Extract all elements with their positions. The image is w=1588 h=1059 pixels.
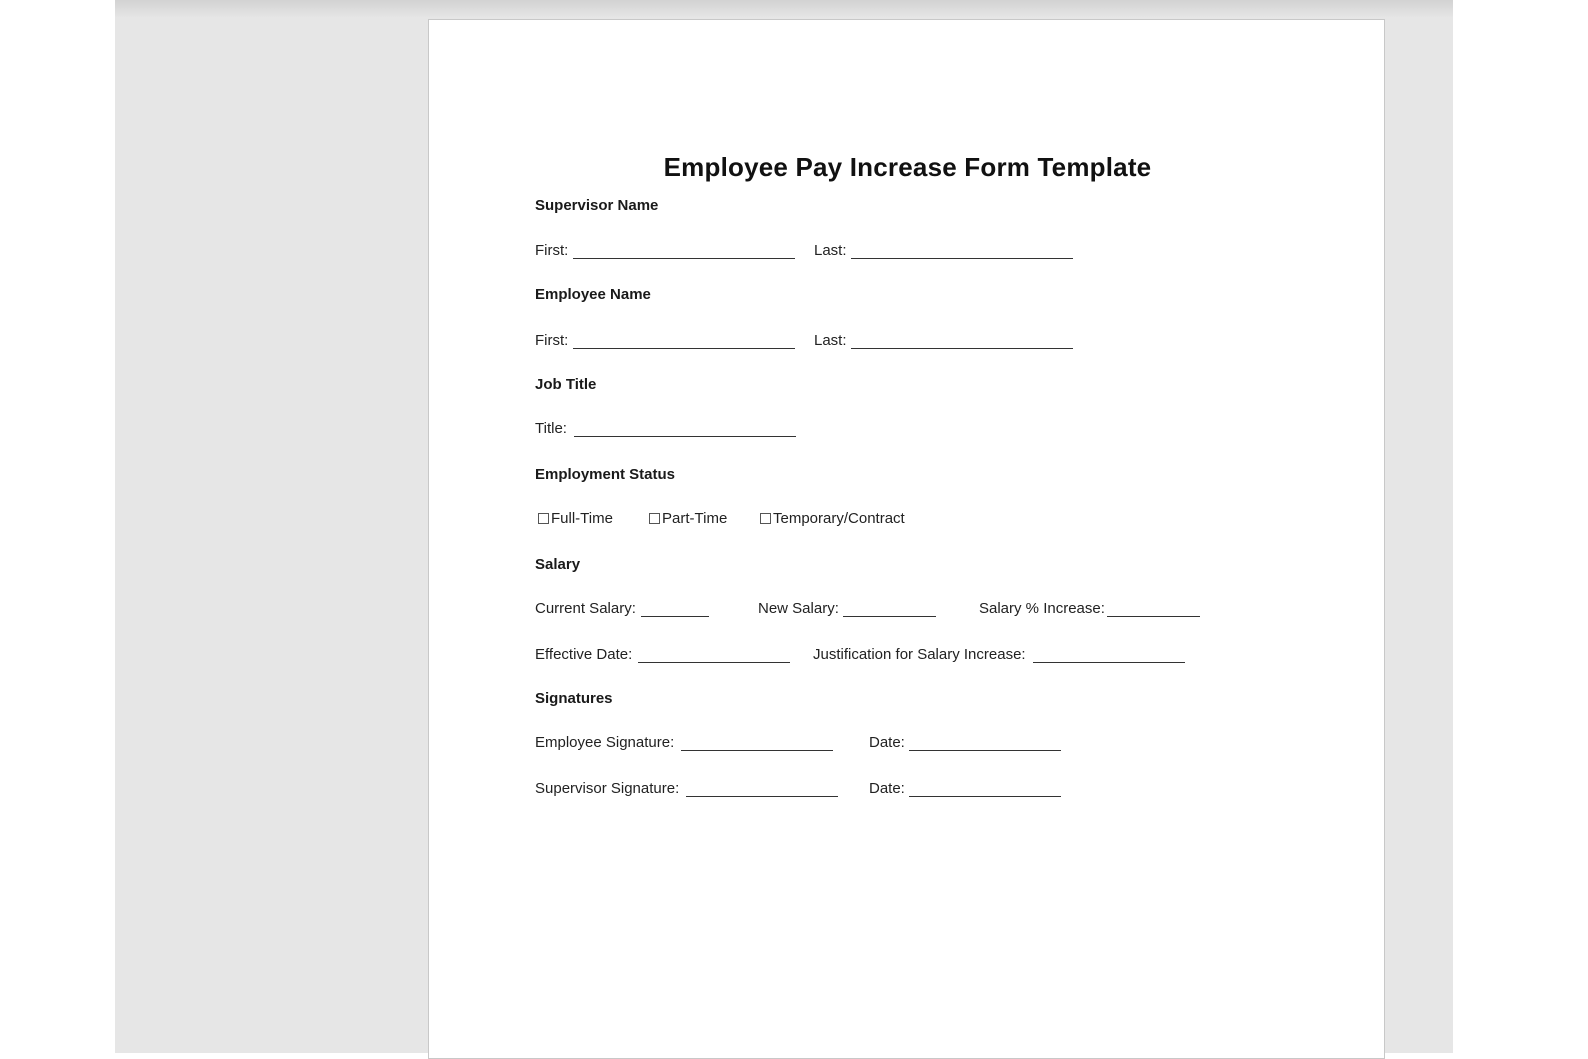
document-title: Employee Pay Increase Form Template xyxy=(663,152,1152,182)
job-title-label: Title: xyxy=(535,420,567,437)
temporary-contract-checkbox[interactable] xyxy=(760,513,771,524)
supervisor-first-field[interactable] xyxy=(573,258,795,259)
employee-first-label: First: xyxy=(535,332,569,349)
employee-first-field[interactable] xyxy=(573,348,795,349)
new-salary-label: New Salary: xyxy=(758,600,839,617)
employee-signature-field[interactable] xyxy=(681,750,833,751)
current-salary-field[interactable] xyxy=(641,616,709,617)
new-salary-field[interactable] xyxy=(843,616,936,617)
temporary-contract-label: Temporary/Contract xyxy=(773,510,905,527)
employee-last-field[interactable] xyxy=(851,348,1073,349)
supervisor-name-heading: Supervisor Name xyxy=(535,197,659,214)
job-title-heading: Job Title xyxy=(535,376,597,393)
supervisor-date-label: Date: xyxy=(869,780,905,797)
effective-date-label: Effective Date: xyxy=(535,646,633,663)
employee-last-label: Last: xyxy=(814,332,847,349)
supervisor-first-label: First: xyxy=(535,242,569,259)
justification-label: Justification for Salary Increase: xyxy=(813,646,1026,663)
supervisor-last-label: Last: xyxy=(814,242,847,259)
job-title-field[interactable] xyxy=(574,436,796,437)
employee-date-field[interactable] xyxy=(909,750,1061,751)
salary-increase-field[interactable] xyxy=(1107,616,1200,617)
current-salary-label: Current Salary: xyxy=(535,600,636,617)
employee-name-heading: Employee Name xyxy=(535,286,651,303)
effective-date-field[interactable] xyxy=(638,662,790,663)
employee-signature-label: Employee Signature: xyxy=(535,734,675,751)
justification-field[interactable] xyxy=(1033,662,1185,663)
salary-increase-label: Salary % Increase: xyxy=(979,600,1105,617)
part-time-checkbox[interactable] xyxy=(649,513,660,524)
supervisor-date-field[interactable] xyxy=(909,796,1061,797)
signatures-heading: Signatures xyxy=(535,690,613,707)
viewer-top-shadow xyxy=(115,0,1453,18)
document-viewer xyxy=(115,0,1453,1053)
full-time-label: Full-Time xyxy=(551,510,613,527)
supervisor-last-field[interactable] xyxy=(851,258,1073,259)
document-page xyxy=(428,19,1385,1059)
employee-date-label: Date: xyxy=(869,734,905,751)
full-time-checkbox[interactable] xyxy=(538,513,549,524)
salary-heading: Salary xyxy=(535,556,581,573)
part-time-label: Part-Time xyxy=(662,510,728,527)
supervisor-signature-field[interactable] xyxy=(686,796,838,797)
supervisor-signature-label: Supervisor Signature: xyxy=(535,780,680,797)
employment-status-heading: Employment Status xyxy=(535,466,676,483)
